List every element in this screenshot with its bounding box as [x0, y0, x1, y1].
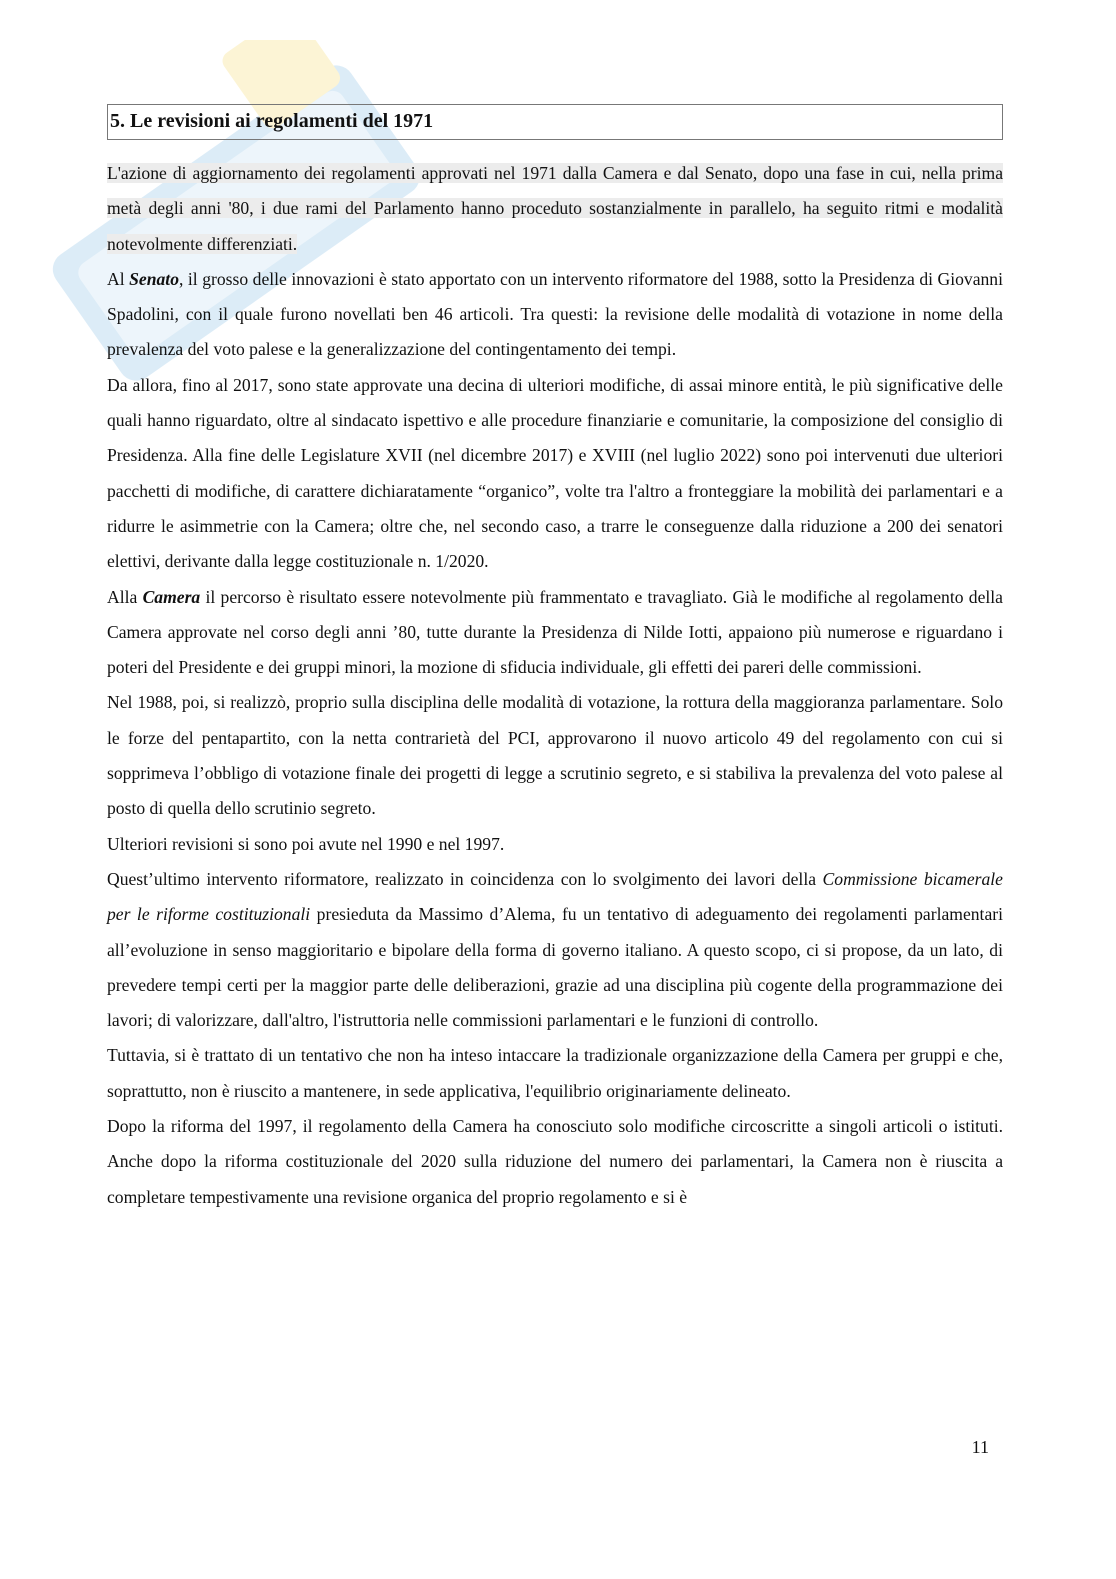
paragraph-9: Dopo la riforma del 1997, il regolamento della Camera ha conosciuto solo modifiche circoscritte a singoli articoli o istituti. Anche dopo la riforma costituzionale del 2020 sulla riduzione del numero dei parlamentari, la Camera non è riuscita a completare tempestivamente una revisione organica del proprio regolamento e si è: [107, 1116, 1003, 1207]
highlighted-text: L'azione di aggiornamento dei regolamenti approvati nel 1971 dalla Camera e dal Senato, dopo una fase in cui, nella prima metà degli anni '80, i due rami del Parlamento hanno proceduto sostanzialmente in parallelo, ha seguito ritmi e modalità notevolmente differenziati.: [107, 163, 1003, 254]
paragraph-8: Tuttavia, si è trattato di un tentativo che non ha inteso intaccare la tradizionale organizzazione della Camera per gruppi e che, soprattutto, non è riuscito a mantenere, in sede applicativa, l'equilibrio originariamente delineato.: [107, 1045, 1003, 1101]
paragraph-5: Nel 1988, poi, si realizzò, proprio sulla disciplina delle modalità di votazione, la rottura della maggioranza parlamentare. Solo le forze del pentapartito, con la netta contrarietà del PCI, approvarono il nuovo articolo 49 del regolamento con cui si sopprimeva l’obbligo di votazione finale dei progetti di legge a scrutinio segreto, e si stabiliva la prevalenza del voto palese al posto di quella dello scrutinio segreto.: [107, 692, 1003, 819]
emphasis-senato: Senato: [129, 268, 179, 289]
paragraph-2: Al Senato, il grosso delle innovazioni è stato apportato con un intervento riformatore del 1988, sotto la Presidenza di Giovanni Spadolini, con il quale furono novellati ben 46 articoli. Tra questi: la revisione delle modalità di votazione in nome della prevalenza del voto palese e la generalizzazione del contingentamento dei tempi.: [107, 268, 1003, 360]
page-number: 11: [971, 1437, 989, 1457]
section-heading: 5. Le revisioni ai regolamenti del 1971: [107, 104, 1003, 140]
emphasis-camera: Camera: [142, 586, 201, 607]
emphasis-commissione: Commissione bicamerale per le riforme costituzionali: [107, 868, 1003, 925]
paragraph-3: Da allora, fino al 2017, sono state approvate una decina di ulteriori modifiche, di assai minore entità, le più significative delle quali hanno riguardato, oltre al sindacato ispettivo e alle procedure finanziarie e comunitarie, la composizione del consiglio di Presidenza. Alla fine delle Legislature XVII (nel dicembre 2017) e XVIII (nel luglio 2022) sono poi intervenuti due ulteriori pacchetti di modifiche, di carattere dichiaratamente “organico”, volte tra l'altro a fronteggiare la mobilità dei parlamentari e a ridurre le asimmetrie con la Camera; oltre che, nel secondo caso, a trarre le conseguenze dalla riduzione a 200 dei senatori elettivi, derivante dalla legge costituzionale n. 1/2020.: [107, 374, 1003, 572]
document-body: [107, 104, 1003, 1215]
paragraph-4: Alla Camera il percorso è risultato essere notevolmente più frammentato e travagliato. Già le modifiche al regolamento della Camera approvate nel corso degli anni ’80, tutte durante la Presidenza di Nilde Iotti, appaiono più numerose e riguardano i poteri del Presidente e dei gruppi minori, la mozione di sfiducia individuale, gli effetti dei pareri delle commissioni.: [107, 586, 1003, 678]
paragraph-1: [107, 156, 1003, 262]
paragraph-7: Quest’ultimo intervento riformatore, realizzato in coincidenza con lo svolgimento dei lavori della Commissione bicamerale per le riforme costituzionali presieduta da Massimo d’Alema, fu un tentativo di adeguamento dei regolamenti parlamentari all’evoluzione in senso maggioritario e bipolare della forma di governo italiano. A questo scopo, ci si propose, da un lato, di prevedere tempi certi per la maggior parte delle deliberazioni, grazie ad una disciplina più cogente della programmazione dei lavori; di valorizzare, dall'altro, l'istruttoria nelle commissioni parlamentari e le funzioni di controllo.: [107, 868, 1003, 1031]
paragraph-6: Ulteriori revisioni si sono poi avute nel 1990 e nel 1997.: [107, 833, 505, 854]
